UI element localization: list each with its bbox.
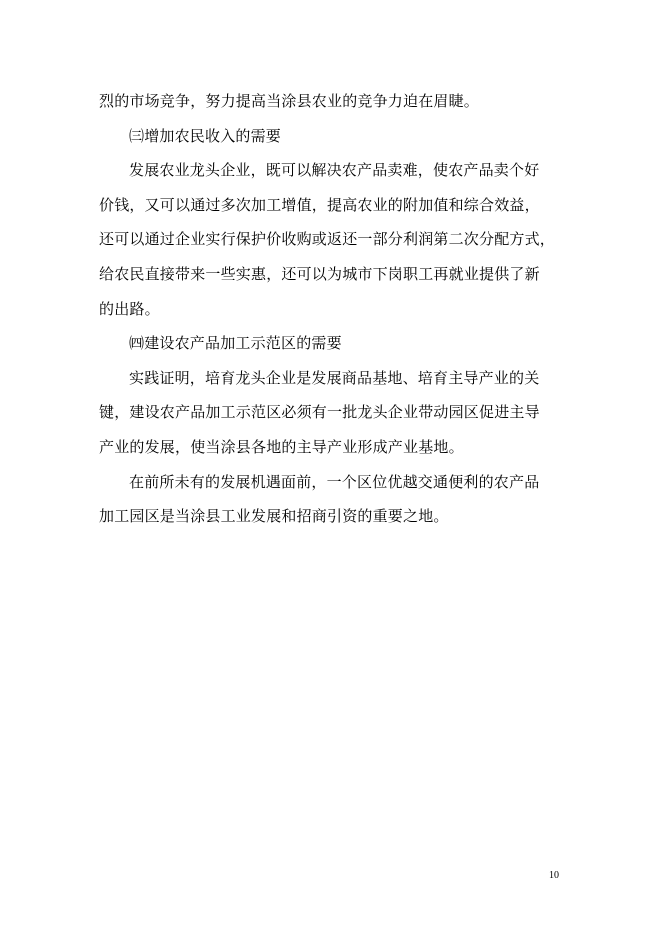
- text-line: 发展农业龙头企业，既可以解决农产品卖难，使农产品卖个好: [129, 161, 540, 180]
- body-text: [99, 84, 559, 534]
- text-line: 产业的发展，使当涂县各地的主导产业形成产业基地。: [99, 437, 464, 456]
- text-line: 的出路。: [99, 299, 160, 318]
- text-line: 键，建设农产品加工示范区必须有一批龙头企业带动园区促进主导: [99, 403, 540, 422]
- section-heading: ㈣建设农产品加工示范区的需要: [129, 334, 342, 353]
- text-line: 价钱，又可以通过多次加工增值，提高农业的附加值和综合效益，: [99, 195, 540, 214]
- text-line: 在前所未有的发展机遇面前，一个区位优越交通便利的农产品: [129, 472, 540, 491]
- text-line: 给农民直接带来一些实惠，还可以为城市下岗职工再就业提供了新: [99, 264, 540, 283]
- page-number: 10: [549, 870, 559, 881]
- text-line: 烈的市场竞争，努力提高当涂县农业的竞争力迫在眉睫。: [99, 92, 480, 110]
- text-line: 加工园区是当涂县工业发展和招商引资的重要之地。: [99, 507, 449, 526]
- text-line: 实践证明，培育龙头企业是发展商品基地、培育主导产业的关: [129, 368, 540, 387]
- section-heading: ㈢增加农民收入的需要: [129, 126, 282, 145]
- text-line: 还可以通过企业实行保护价收购或返还一部分利润第二次分配方式，: [99, 230, 556, 249]
